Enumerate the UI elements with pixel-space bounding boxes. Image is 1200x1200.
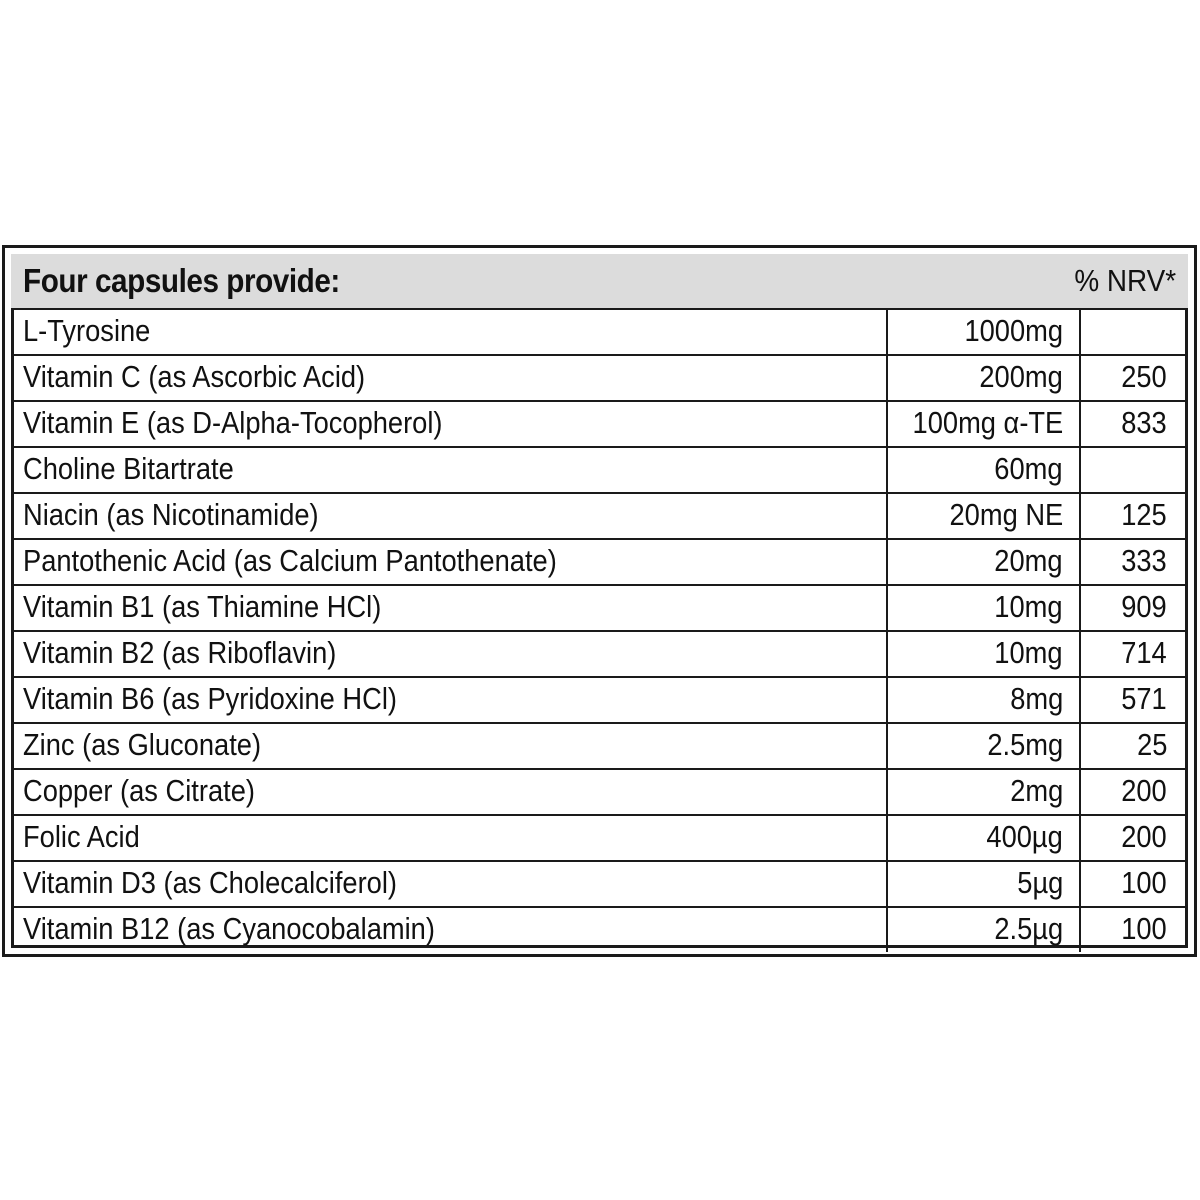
nutrient-name-cell xyxy=(14,816,888,860)
nutrient-amount-cell-text: 2.5mg xyxy=(987,727,1063,762)
nutrient-amount-cell-text: 20mg NE xyxy=(949,497,1063,532)
nutrient-nrv-cell-text: 200 xyxy=(1121,819,1167,854)
nutrient-amount-cell-text: 10mg xyxy=(994,635,1063,670)
nutrient-name-cell-text: Zinc (as Gluconate) xyxy=(23,727,262,762)
nutrient-amount-cell-text: 5µg xyxy=(1016,865,1063,900)
nutrient-name-cell-text: Folic Acid xyxy=(23,819,140,854)
nutrient-name-cell-text: Copper (as Citrate) xyxy=(23,773,255,808)
nutrient-nrv-cell xyxy=(1081,816,1185,860)
nutrition-table xyxy=(11,308,1188,948)
nutrient-name-cell-text: Vitamin E (as D-Alpha-Tocopherol) xyxy=(23,405,443,440)
nutrient-nrv-cell xyxy=(1081,862,1185,906)
nutrient-nrv-cell-text: 100 xyxy=(1121,911,1167,946)
nutrient-name-cell xyxy=(14,724,888,768)
nutrient-name-cell-text: Choline Bitartrate xyxy=(23,451,234,486)
nutrient-nrv-cell-text: 833 xyxy=(1121,405,1167,440)
nutrient-amount-cell xyxy=(888,356,1081,400)
nutrient-nrv-cell-text: 333 xyxy=(1121,543,1167,578)
table-row xyxy=(14,906,1185,952)
nutrient-name-cell-text: Vitamin B12 (as Cyanocobalamin) xyxy=(23,911,435,946)
nutrient-nrv-cell xyxy=(1081,586,1185,630)
nutrient-name-cell xyxy=(14,862,888,906)
table-row xyxy=(14,492,1185,538)
nutrient-amount-cell-text: 60mg xyxy=(994,451,1063,486)
nutrition-panel xyxy=(2,245,1197,957)
header-title: Four capsules provide: xyxy=(23,262,340,299)
nutrient-name-cell-text: Vitamin B2 (as Riboflavin) xyxy=(23,635,337,670)
nutrient-name-cell-text: L-Tyrosine xyxy=(23,313,151,348)
nutrient-name-cell xyxy=(14,678,888,722)
nutrient-nrv-cell xyxy=(1081,678,1185,722)
nutrient-name-cell xyxy=(14,908,888,952)
nutrient-nrv-cell xyxy=(1081,356,1185,400)
nutrient-amount-cell xyxy=(888,908,1081,952)
nutrient-nrv-cell-text: 25 xyxy=(1136,727,1167,762)
table-row xyxy=(14,538,1185,584)
nutrient-nrv-cell xyxy=(1081,310,1185,354)
table-row xyxy=(14,722,1185,768)
table-row xyxy=(14,860,1185,906)
nutrient-name-cell xyxy=(14,540,888,584)
nutrient-amount-cell-text: 10mg xyxy=(994,589,1063,624)
table-row xyxy=(14,676,1185,722)
table-row xyxy=(14,308,1185,354)
nutrient-name-cell xyxy=(14,494,888,538)
table-row xyxy=(14,446,1185,492)
table-header xyxy=(11,254,1188,308)
nutrient-nrv-cell-text: 125 xyxy=(1121,497,1167,532)
table-row xyxy=(14,584,1185,630)
nutrient-amount-cell xyxy=(888,540,1081,584)
nutrient-amount-cell xyxy=(888,448,1081,492)
nutrient-nrv-cell-text: 200 xyxy=(1121,773,1167,808)
table-row xyxy=(14,400,1185,446)
nutrient-nrv-cell-text: 250 xyxy=(1121,359,1167,394)
nutrient-amount-cell-text: 200mg xyxy=(979,359,1063,394)
nutrient-name-cell xyxy=(14,586,888,630)
nutrient-amount-cell xyxy=(888,586,1081,630)
nutrient-amount-cell-text: 1000mg xyxy=(964,313,1063,348)
nutrient-name-cell-text: Vitamin B6 (as Pyridoxine HCl) xyxy=(23,681,397,716)
table-row xyxy=(14,354,1185,400)
nutrient-amount-cell-text: 2mg xyxy=(1009,773,1063,808)
nutrient-name-cell xyxy=(14,770,888,814)
nutrient-name-cell-text: Vitamin D3 (as Cholecalciferol) xyxy=(23,865,397,900)
nutrient-name-cell xyxy=(14,632,888,676)
nutrient-nrv-cell xyxy=(1081,632,1185,676)
nutrient-amount-cell-text: 2.5µg xyxy=(994,911,1063,946)
nutrient-nrv-cell xyxy=(1081,770,1185,814)
header-nrv-label: % NRV* xyxy=(1074,263,1176,298)
nutrient-nrv-cell xyxy=(1081,494,1185,538)
nutrient-name-cell-text: Niacin (as Nicotinamide) xyxy=(23,497,319,532)
nutrient-amount-cell-text: 400µg xyxy=(986,819,1063,854)
nutrient-amount-cell xyxy=(888,770,1081,814)
nutrient-nrv-cell xyxy=(1081,908,1185,952)
nutrient-amount-cell xyxy=(888,816,1081,860)
nutrient-name-cell-text: Pantothenic Acid (as Calcium Pantothenate) xyxy=(23,543,557,578)
nutrient-nrv-cell xyxy=(1081,402,1185,446)
nutrient-amount-cell-text: 20mg xyxy=(994,543,1063,578)
nutrient-nrv-cell-text: 909 xyxy=(1121,589,1167,624)
nutrient-nrv-cell-text: 714 xyxy=(1121,635,1167,670)
nutrient-amount-cell-text: 100mg α-TE xyxy=(912,405,1063,440)
nutrient-nrv-cell-text: 571 xyxy=(1121,681,1167,716)
nutrient-amount-cell xyxy=(888,494,1081,538)
nutrient-name-cell xyxy=(14,402,888,446)
nutrient-amount-cell xyxy=(888,678,1081,722)
nutrient-amount-cell xyxy=(888,724,1081,768)
table-row xyxy=(14,814,1185,860)
nutrient-nrv-cell xyxy=(1081,540,1185,584)
nutrient-name-cell xyxy=(14,448,888,492)
nutrient-amount-cell xyxy=(888,862,1081,906)
nutrient-amount-cell xyxy=(888,310,1081,354)
nutrient-amount-cell xyxy=(888,632,1081,676)
nutrient-name-cell-text: Vitamin C (as Ascorbic Acid) xyxy=(23,359,366,394)
nutrient-nrv-cell-text: 100 xyxy=(1121,865,1167,900)
nutrient-amount-cell-text: 8mg xyxy=(1009,681,1063,716)
nutrient-name-cell-text: Vitamin B1 (as Thiamine HCl) xyxy=(23,589,382,624)
nutrient-nrv-cell xyxy=(1081,724,1185,768)
table-row xyxy=(14,630,1185,676)
nutrient-name-cell xyxy=(14,310,888,354)
nutrient-nrv-cell xyxy=(1081,448,1185,492)
nutrient-name-cell xyxy=(14,356,888,400)
table-row xyxy=(14,768,1185,814)
nutrient-amount-cell xyxy=(888,402,1081,446)
